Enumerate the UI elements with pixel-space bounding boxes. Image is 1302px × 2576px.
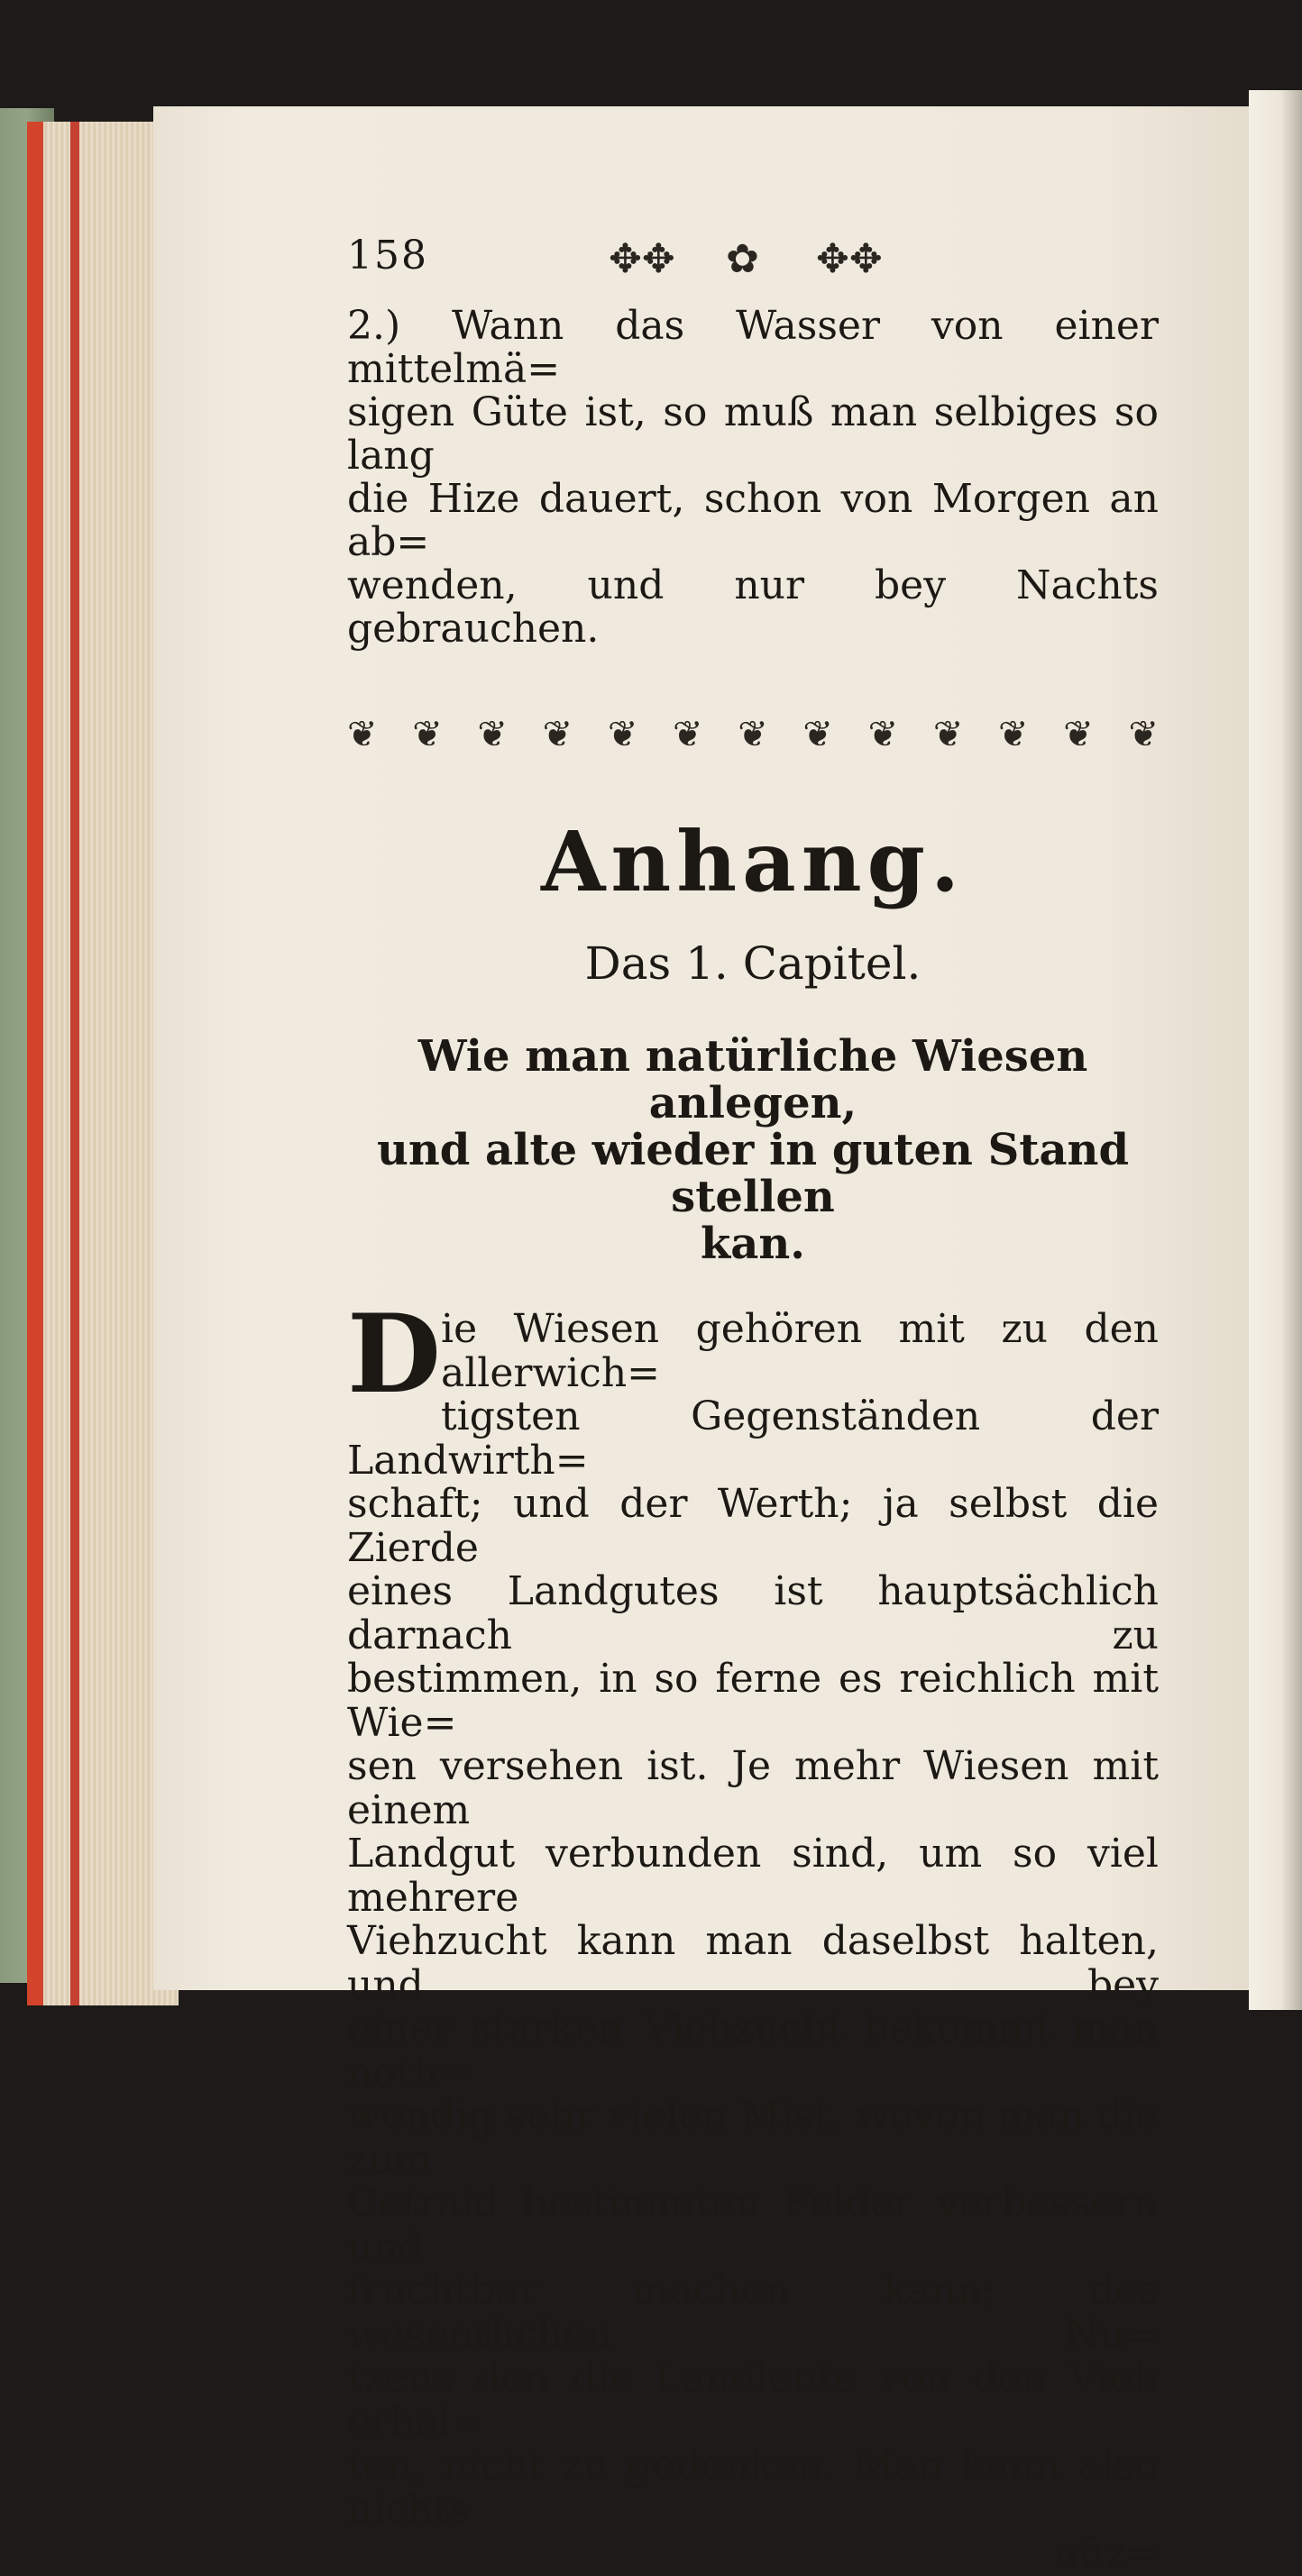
body-line: ten, nicht zu gedenken. Man kann also nichts bbox=[347, 2443, 1159, 2533]
divider-ornament: ❦ bbox=[932, 714, 964, 755]
subheading-line: kan. bbox=[701, 1219, 805, 1269]
page-content bbox=[347, 233, 1159, 2575]
body-line: Getraid bestimmten Felder verbessern und bbox=[347, 2180, 1159, 2270]
body-line: Viehzucht kann man daselbst halten, und bey bbox=[347, 1918, 1159, 2008]
divider-ornament: ❦ bbox=[998, 714, 1029, 755]
divider-ornament: ❦ bbox=[1063, 714, 1094, 755]
header-ornament-right: ✥✥ bbox=[816, 236, 883, 282]
facing-page-edge bbox=[1249, 90, 1302, 2010]
body-line: Landgut verbunden sind, um so viel mehrere bbox=[347, 1831, 1159, 1921]
body-line: bestimmen, in so ferne es reichlich mit Wie= bbox=[347, 1656, 1159, 1746]
chapter-subheading bbox=[347, 1033, 1159, 1267]
running-header bbox=[347, 233, 1159, 296]
intro-paragraph bbox=[347, 305, 1159, 651]
header-ornament-center: ✿ bbox=[726, 236, 759, 282]
chapter-heading: Das 1. Capitel. bbox=[584, 937, 921, 990]
body-line: einer starken Viehzucht bekommt man noth= bbox=[347, 2005, 1159, 2096]
divider-ornament: ❦ bbox=[867, 714, 899, 755]
body-line: tzens den die Landleute von den Vieh erhal= bbox=[347, 2355, 1159, 2445]
divider-ornament: ❦ bbox=[477, 714, 508, 755]
body-line: ie Wiesen gehören mit zu den allerwich= bbox=[441, 1306, 1159, 1396]
divider-ornament: ❦ bbox=[542, 714, 573, 755]
body-paragraph bbox=[347, 1291, 1159, 2576]
divider-ornament: ❦ bbox=[607, 714, 638, 755]
body-line: eines Landgutes ist hauptsächlich darnach zu bbox=[347, 1568, 1159, 1658]
divider-ornament: ❦ bbox=[1128, 714, 1159, 755]
divider-ornament: ❦ bbox=[347, 714, 378, 755]
divider-ornament: ❦ bbox=[802, 714, 833, 755]
section-title: Anhang. bbox=[540, 813, 965, 910]
body-line: schaft; und der Werth; ja selbst die Zierde bbox=[347, 1481, 1159, 1571]
divider-ornament: ❦ bbox=[738, 714, 768, 755]
header-ornament-left: ✥✥ bbox=[609, 236, 675, 282]
ornament-divider bbox=[347, 714, 1159, 759]
drop-cap: D bbox=[347, 1291, 442, 1418]
intro-line: sigen Güte ist, so muß man selbiges so lang bbox=[347, 389, 1159, 479]
divider-ornament: ❦ bbox=[412, 714, 443, 755]
body-line: wendig sehr vielen Mist, wovon man die zum bbox=[347, 2093, 1159, 2183]
divider-ornament: ❦ bbox=[673, 714, 703, 755]
body-line: sen versehen ist. Je mehr Wiesen mit einem bbox=[347, 1743, 1159, 1833]
body-line: tigsten Gegenständen der Landwirth= bbox=[347, 1393, 1159, 1484]
intro-line: die Hize dauert, schon von Morgen an ab= bbox=[347, 476, 1159, 565]
catchword: nüz= bbox=[1053, 2530, 1159, 2576]
subheading-line: und alte wieder in guten Stand stellen bbox=[376, 1125, 1130, 1222]
body-line: fruchtbar machen kann; des wesentlichen Nu= bbox=[347, 2268, 1159, 2358]
intro-line: 2.) Wann das Wasser von einer mittelmä= bbox=[347, 303, 1159, 392]
intro-line: wenden, und nur bey Nachts gebrauchen. bbox=[347, 562, 1159, 652]
page-number: 158 bbox=[347, 233, 428, 279]
subheading-line: Wie man natürliche Wiesen anlegen, bbox=[417, 1031, 1088, 1128]
